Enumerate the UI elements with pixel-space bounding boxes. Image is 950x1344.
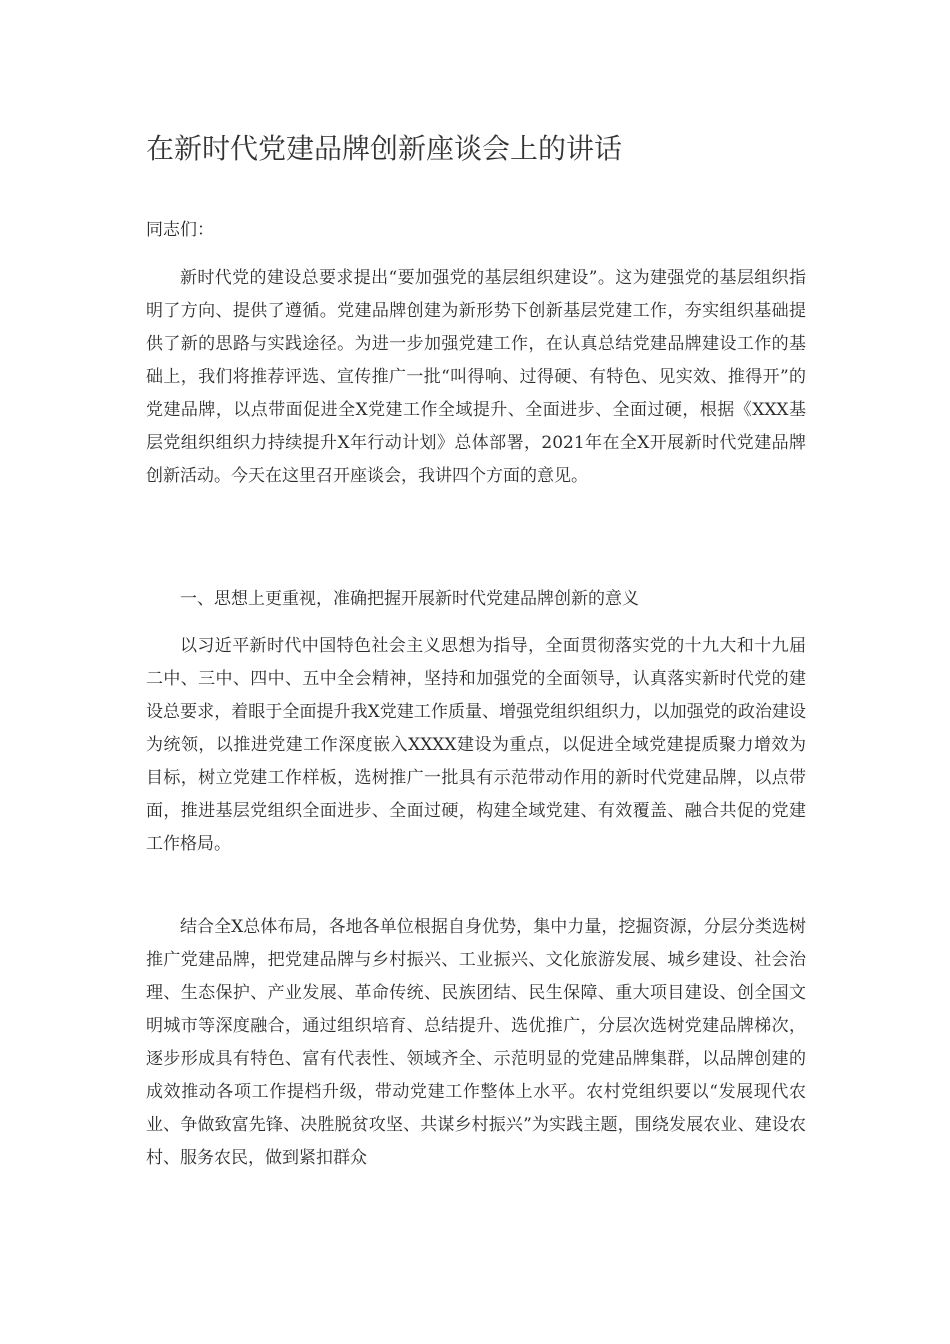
document-title: 在新时代党建品牌创新座谈会上的讲话: [146, 132, 623, 165]
section-1-paragraph-2: 结合全X总体布局，各地各单位根据自身优势，集中力量，挖掘资源，分层分类选树推广党建品牌，把党建品牌与乡村振兴、工业振兴、文化旅游发展、城乡建设、社会治理、生态保护、产业发展、革命传统、民族团结、民生保障、重大项目建设、创全国文明城市等深度融合，通过组织培育、总结提升、选优推广，分层次选树党建品牌梯次，逐步形成具有特色、富有代表性、领域齐全、示范明显的党建品牌集群，以品牌创建的成效推动各项工作提档升级，带动党建工作整体上水平。农村党组织要以“发展现代农业、争做致富先锋、决胜脱贫攻坚、共谋乡村振兴”为实践主题，围绕发展农业、建设农村、服务农民，做到紧扣群众: [146, 917, 806, 1168]
section-heading-1: 一、思想上更重视，准确把握开展新时代党建品牌创新的意义: [180, 589, 639, 609]
salutation: 同志们：: [146, 220, 214, 240]
section-1-paragraph-1: 以习近平新时代中国特色社会主义思想为指导，全面贯彻落实党的十九大和十九届二中、三中、四中、五中全会精神，坚持和加强党的全面领导，认真落实新时代党的建设总要求，着眼于全面提升我X党建工作质量、增强党组织组织力，以加强党的政治建设为统领，以推进党建工作深度嵌入XXXX建设为重点，以促进全域党建提质聚力增效为目标，树立党建工作样板，选树推广一批具有示范带动作用的新时代党建品牌，以点带面，推进基层党组织全面进步、全面过硬，构建全域党建、有效覆盖、融合共促的党建工作格局。: [146, 636, 806, 854]
intro-paragraph: 新时代党的建设总要求提出“要加强党的基层组织建设”。这为建强党的基层组织指明了方向、提供了遵循。党建品牌创建为新形势下创新基层党建工作，夯实组织基础提供了新的思路与实践途径。为进一步加强党建工作，在认真总结党建品牌建设工作的基础上，我们将推荐评选、宣传推广一批“叫得响、过得硬、有特色、见实效、推得开”的党建品牌，以点带面促进全X党建工作全域提升、全面进步、全面过硬，根据《XXX基层党组织组织力持续提升X年行动计划》总体部署，2021年在全X开展新时代党建品牌创新活动。今天在这里召开座谈会，我讲四个方面的意见。: [146, 268, 806, 486]
